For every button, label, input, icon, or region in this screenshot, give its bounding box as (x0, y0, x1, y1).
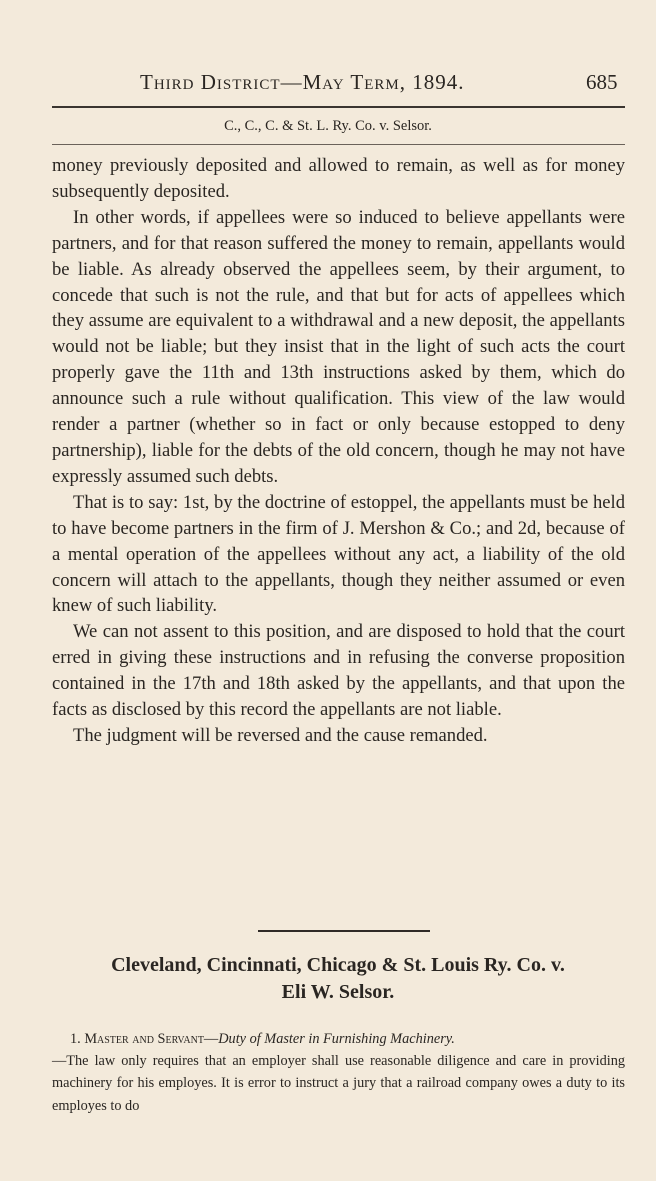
subtitle-rule (52, 144, 625, 145)
opinion-paragraph: We can not assent to this position, and are disposed to hold that the court erred in giving these instructions and in refusing the converse proposition contained in the 17th and 18th asked by the appellants, and that upon the facts as disclosed by this record the appellants are not liable. (52, 621, 625, 721)
headnote-topic: Master and Servant (84, 1031, 204, 1047)
headnote-dash: — (203, 1031, 219, 1047)
headnote-number: 1. (70, 1031, 81, 1047)
page-number: 685 (586, 70, 618, 94)
opinion-paragraph: The judgment will be reversed and the cause remanded. (73, 724, 488, 746)
opinion-body (52, 153, 625, 749)
opinion-paragraph: In other words, if appellees were so induced to believe appellants were partners, and for that reason suffered the money to remain, appellants would be liable. As already observed the appellees seem, by their argument, to concede that such is not the rule, and that but for acts of appellees which they assume are equivalent to a withdrawal and a new deposit, the appellants would not be liable; but they insist that in the light of such acts the court properly gave the 11th and 13th instructions asked by them, which do announce such a rule without qualification. This view of the law would render a partner (whether so in fact or only because estopped to deny partnership), liable for the debts of the old concern, though he may not have expressly assumed such debts. (52, 206, 625, 487)
headnote-subject: Duty of Master in Furnishing Machinery. (218, 1031, 455, 1047)
next-case-title (40, 952, 636, 1006)
running-head: Third District—May Term, 1894. (140, 70, 465, 94)
headnote-text: —The law only requires that an employer shall use reasonable diligence and care in providing machinery for his employes. It is error to instruct a jury that a railroad company owes a duty to its employes to do (52, 1053, 625, 1114)
next-case-title-line-1: Cleveland, Cincinnati, Chicago & St. Louis Ry. Co. v. (111, 954, 565, 976)
opinion-paragraph: That is to say: 1st, by the doctrine of estoppel, the appellants must be held to have become partners in the firm of J. Mershon & Co.; and 2d, because of a mental operation of the appellees without any act, a liability of the old concern will attach to the appellants, though they neither assumed or even knew of such liability. (52, 491, 625, 617)
headnote (52, 1028, 625, 1117)
header-rule (52, 106, 625, 108)
headnote-paragraph (52, 1028, 625, 1117)
opinion-paragraph: money previously deposited and allowed to remain, as well as for money subsequently deposited. (52, 155, 625, 202)
case-short-title: C., C., C. & St. L. Ry. Co. v. Selsor. (224, 118, 432, 134)
next-case-title-line-2: Eli W. Selsor. (281, 981, 395, 1003)
case-separator-rule (258, 930, 430, 932)
